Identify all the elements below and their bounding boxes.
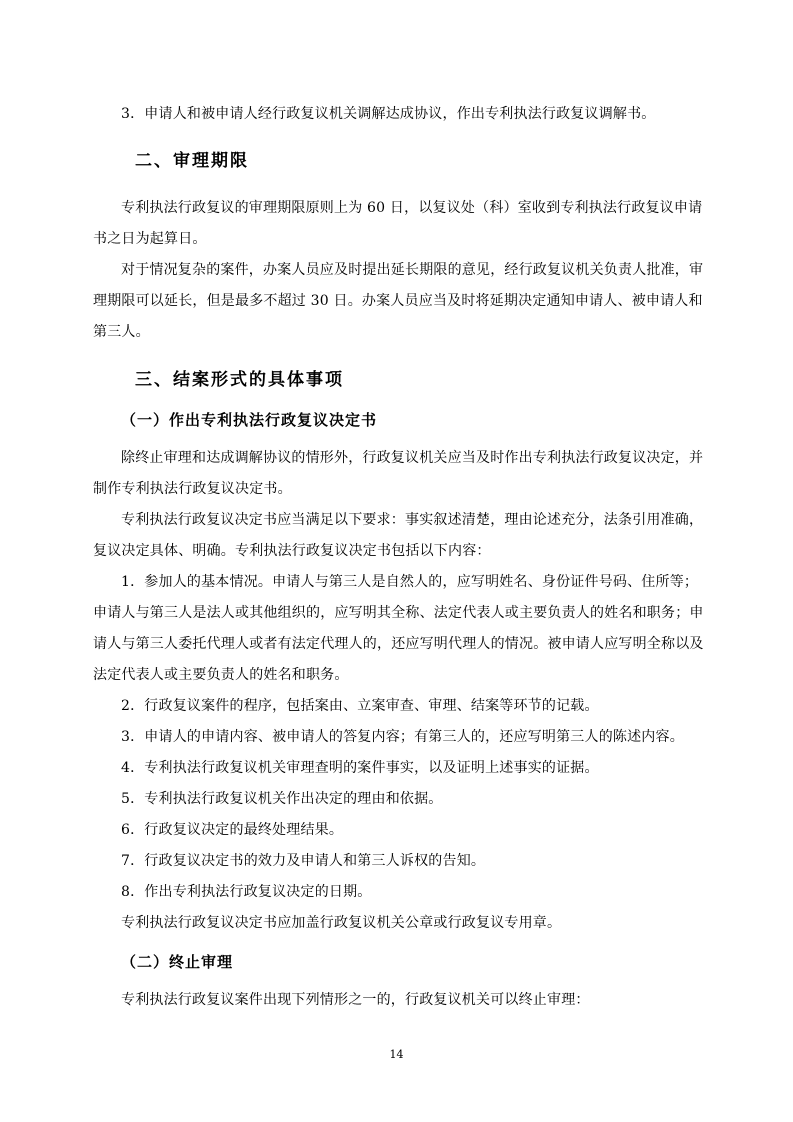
subsection-heading: （二）终止审理 bbox=[121, 953, 234, 971]
paragraph-line: 专利执法行政复议决定书应加盖行政复议机关公章或行政复议专用章。 bbox=[121, 915, 562, 931]
page-number: 14 bbox=[389, 1048, 404, 1061]
paragraph-line: 制作专利执法行政复议决定书。 bbox=[93, 481, 292, 497]
list-item: 6．行政复议决定的最终处理结果。 bbox=[121, 822, 344, 838]
paragraph-line: 对于情况复杂的案件，办案人员应及时提出延长期限的意见，经行政复议机关负责人批准，审 bbox=[121, 262, 704, 278]
section-heading: 二、审理期限 bbox=[135, 151, 249, 171]
list-item: 2．行政复议案件的程序，包括案由、立案审查、审理、结案等环节的记载。 bbox=[121, 698, 599, 714]
paragraph-line: 专利执法行政复议案件出现下列情形之一的，行政复议机关可以终止审理： bbox=[121, 992, 590, 1008]
list-item: 8．作出专利执法行政复议决定的日期。 bbox=[121, 884, 372, 900]
list-item: 请人与第三人委托代理人或者有法定代理人的，还应写明代理人的情况。被申请人应写明全称以及 bbox=[93, 636, 704, 652]
section-heading: 三、结案形式的具体事项 bbox=[135, 370, 344, 390]
list-item: 申请人与第三人是法人或其他组织的，应写明其全称、法定代表人或主要负责人的姓名和职务；申 bbox=[93, 605, 704, 621]
list-item: 5．专利执法行政复议机关作出决定的理由和依据。 bbox=[121, 791, 443, 807]
paragraph-line: 理期限可以延长，但是最多不超过 30 日。办案人员应当及时将延期决定通知申请人、被申请人和 bbox=[93, 293, 703, 309]
paragraph-line: 书之日为起算日。 bbox=[93, 231, 207, 247]
list-item: 法定代表人或主要负责人的姓名和职务。 bbox=[93, 667, 349, 683]
list-item: 3．申请人的申请内容、被申请人的答复内容；有第三人的，还应写明第三人的陈述内容。 bbox=[121, 729, 684, 745]
list-item: 3．申请人和被申请人经行政复议机关调解达成协议，作出专利执法行政复议调解书。 bbox=[121, 106, 656, 122]
list-item: 7．行政复议决定书的效力及申请人和第三人诉权的告知。 bbox=[121, 853, 486, 869]
paragraph-line: 复议决定具体、明确。专利执法行政复议决定书包括以下内容： bbox=[93, 543, 491, 559]
paragraph-line: 专利执法行政复议的审理期限原则上为 60 日，以复议处（科）室收到专利执法行政复议申请 bbox=[121, 200, 703, 216]
list-item: 1．参加人的基本情况。申请人与第三人是自然人的，应写明姓名、身份证件号码、住所等； bbox=[121, 574, 699, 590]
paragraph-line: 专利执法行政复议决定书应当满足以下要求：事实叙述清楚，理由论述充分，法条引用准确， bbox=[121, 512, 704, 528]
paragraph-line: 除终止审理和达成调解协议的情形外，行政复议机关应当及时作出专利执法行政复议决定，并 bbox=[121, 450, 704, 466]
paragraph-line: 第三人。 bbox=[93, 324, 150, 340]
subsection-heading: （一）作出专利执法行政复议决定书 bbox=[121, 411, 378, 429]
list-item: 4．专利执法行政复议机关审理查明的案件事实，以及证明上述事实的证据。 bbox=[121, 760, 599, 776]
